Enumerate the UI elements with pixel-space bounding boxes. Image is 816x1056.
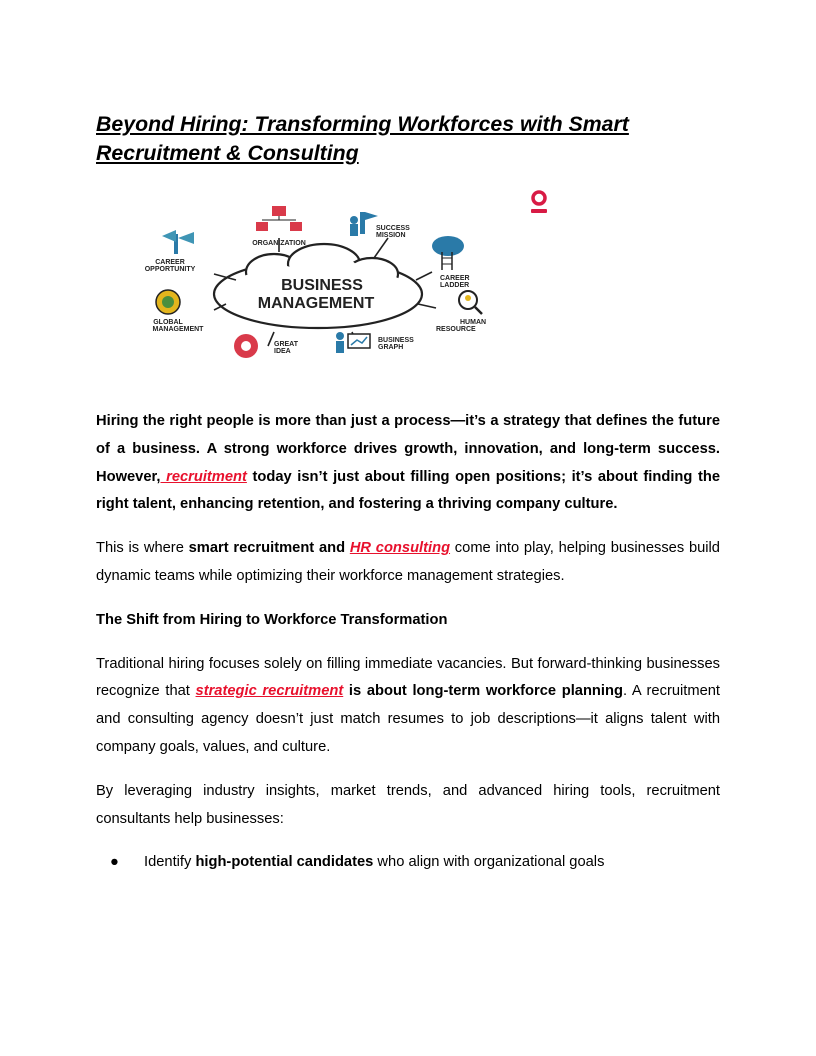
- document-page: [96, 110, 720, 877]
- paragraph-leveraging: By leveraging industry insights, market trends, and advanced hiring tools, recruitment consultants help businesses:: [96, 782, 720, 827]
- bullet-icon: ●: [110, 854, 119, 871]
- label-career-ladder-1: CAREER: [440, 275, 470, 282]
- hr-consulting-link[interactable]: HR consulting: [349, 540, 451, 557]
- label-business: BUSINESS: [378, 337, 414, 344]
- label-resource: RESOURCE: [436, 326, 476, 333]
- paragraph-hr-consulting: This is where smart recruitment and HR consulting come into play, helping businesses build dynamic teams while optimizing their workforce management strategies.: [96, 540, 720, 584]
- business-management-image: [96, 186, 552, 392]
- brand-logo-icon: [531, 192, 547, 213]
- gear-globe-icon: [156, 290, 180, 314]
- label-great: GREAT: [274, 341, 298, 348]
- benefits-list: [96, 849, 720, 877]
- magnifier-person-icon: [459, 291, 482, 314]
- label-global: GLOBAL: [153, 319, 183, 326]
- label-opportunity: OPPORTUNITY: [144, 266, 196, 273]
- success-mission-icon: [350, 212, 378, 236]
- center-text-line1: BUSINESS: [281, 277, 363, 294]
- paragraph-traditional-hiring: Traditional hiring focuses solely on filling immediate vacancies. But forward-thinking businesses recognize that strategic recruitment is about long-term workforce planning. A recruitment and consulting agency doesn’t just match resumes to job descriptions—it aligns talent with company goals, values, and culture.: [96, 655, 720, 755]
- label-mission: MISSION: [376, 232, 406, 239]
- label-human: HUMAN: [460, 319, 487, 326]
- presentation-graph-icon: [336, 332, 370, 353]
- intro-paragraph: Hiring the right people is more than just a process—it’s a strategy that defines the future of a business. A strong workforce drives growth, innovation, and long-term success. However, recruitment today isn’t just about filling open positions; it’s about finding the right talent, enhancing retention, and fostering a thriving company culture.: [96, 413, 720, 513]
- list-item: ● Identify high-potential candidates who align with organizational goals: [96, 849, 720, 877]
- center-text-line2: MANAGEMENT: [257, 295, 375, 312]
- signpost-icon: [162, 230, 194, 254]
- section-heading: The Shift from Hiring to Workforce Transformation: [96, 611, 448, 628]
- strategic-recruitment-link[interactable]: strategic recruitment: [195, 683, 344, 700]
- label-graph: GRAPH: [378, 344, 404, 351]
- head-idea-icon: [234, 334, 258, 358]
- label-career: CAREER: [155, 259, 185, 266]
- cloud-ladder-icon: [432, 236, 464, 270]
- label-idea: IDEA: [274, 348, 291, 355]
- label-global-management: MANAGEMENT: [152, 326, 204, 333]
- recruitment-link[interactable]: recruitment: [160, 468, 247, 485]
- label-success: SUCCESS: [376, 225, 410, 232]
- label-organization: ORGANIZATION: [252, 240, 306, 247]
- document-title: Beyond Hiring: Transforming Workforces with Smart Recruitment & Consulting: [96, 112, 629, 165]
- organization-icon: [256, 206, 302, 231]
- label-career-ladder-2: LADDER: [440, 282, 470, 289]
